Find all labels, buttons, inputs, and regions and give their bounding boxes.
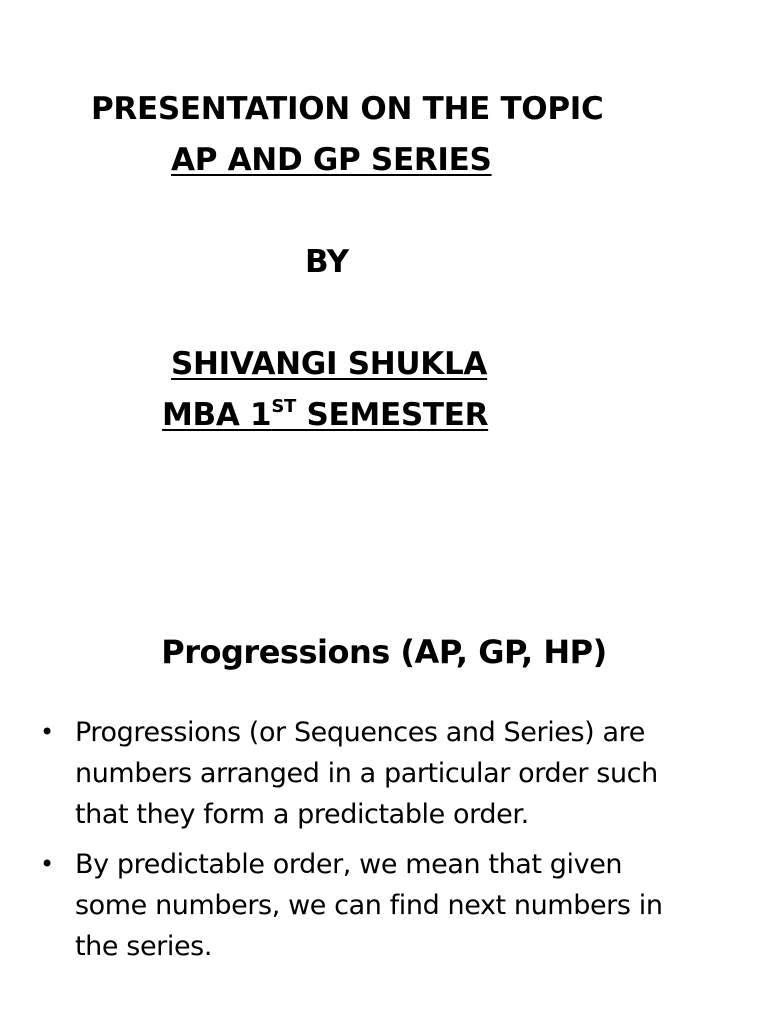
by-label: BY	[305, 244, 349, 280]
content-slide	[0, 560, 768, 1024]
course-prefix: MBA 1	[162, 397, 272, 433]
bullet-text-line: numbers arranged in a particular order such	[75, 758, 658, 789]
bullet-icon: •	[40, 718, 54, 746]
bullet-text-line: the series.	[75, 931, 213, 962]
ordinal-superscript: ST	[271, 395, 296, 417]
slide-title: Progressions (AP, GP, HP)	[161, 633, 607, 671]
bullet-list	[40, 712, 730, 976]
bullet-item	[40, 712, 730, 835]
bullet-item	[40, 844, 730, 967]
course-suffix: SEMESTER	[296, 397, 489, 433]
author-name: SHIVANGI SHUKLA	[171, 346, 488, 382]
presentation-heading: PRESENTATION ON THE TOPIC	[91, 91, 604, 127]
bullet-text-line: By predictable order, we mean that given	[75, 849, 623, 880]
bullet-text-line: some numbers, we can find next numbers in	[75, 890, 663, 921]
bullet-text-line: that they form a predictable order.	[75, 799, 529, 830]
author-course	[162, 395, 488, 435]
bullet-icon: •	[40, 850, 54, 878]
bullet-text-line: Progressions (or Sequences and Series) are	[75, 717, 645, 748]
topic-title: AP AND GP SERIES	[171, 142, 492, 178]
